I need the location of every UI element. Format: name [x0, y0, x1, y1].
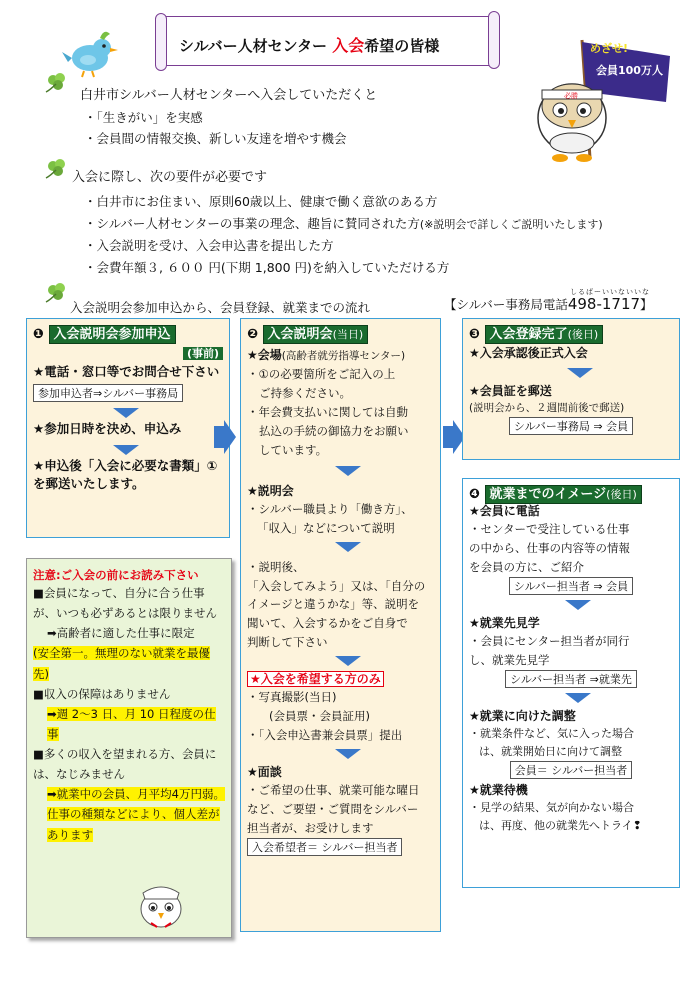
step4-s1-label: ★会員に電話 — [469, 504, 540, 518]
step4-s1-boxed: シルバー担当者 ⇒ 会員 — [509, 577, 633, 595]
requirement-2-note: (※説明会で詳しくご説明いたします) — [419, 218, 603, 231]
notice-title: 注意:ご入会の前にお読み下さい — [33, 568, 199, 582]
down-arrow-icon — [565, 600, 591, 610]
step4-s3-line-2: は、就業開始日に向けて調整 — [479, 744, 622, 758]
mascot-small-icon — [137, 879, 185, 929]
step2-venue-line-4: 払込の手続の御協力をお願い — [259, 423, 409, 438]
step2-after-line-5: 判断して下さい — [247, 635, 328, 650]
step2-wish-line-2: (会員票・会員証用) — [269, 709, 370, 724]
phone-number: 498-1717 — [567, 295, 641, 313]
step4-s2-line-1: ・会員にセンター担当者が同行 — [469, 633, 630, 648]
step1-item-3: ★申込後「入会に必要な書類」①を郵送いたします。 — [33, 457, 218, 492]
notice-p2-arrow: ➡週 2～3 日、月 10 日程度の仕事 — [47, 706, 216, 741]
flow-lead: 入会説明会参加申込から、会員登録、就業までの流れ — [70, 300, 371, 315]
notice-p4-wrap — [33, 804, 225, 844]
notice-p3-arrow-wrap — [33, 784, 225, 804]
requirement-1: ・白井市にお住まい、原則60歳以上、健康で働く意欲のある方 — [84, 194, 438, 209]
step2-after-line-4: 聞いて、入会するかをご自身で — [247, 616, 408, 631]
step3-title — [469, 323, 673, 342]
step2-badge-small: (当日) — [332, 328, 364, 341]
down-arrow-icon — [335, 749, 361, 759]
clover-icon — [44, 158, 70, 180]
step4-s3-label: ★就業に向けた調整 — [469, 708, 576, 723]
step2-title — [247, 323, 434, 342]
step1-item-1: ★電話・窓口等でお問合せ下さい — [33, 364, 220, 379]
step2-explain-line-2: 「収入」などについて説明 — [257, 520, 395, 535]
notice-p3-arrow: ➡就業中の会員、月平均4万円弱。 — [47, 787, 225, 802]
step4-title — [469, 483, 673, 502]
step2-badge: 入会説明会 — [267, 327, 333, 342]
step2-box — [240, 318, 441, 932]
step2-after-line-2: 「入会してみよう」又は、「自分の — [247, 578, 426, 593]
step2-explain-line-1: ・シルバー職員より「働き方」、 — [247, 501, 413, 516]
requirement-2-text: ・シルバー人材センターの事業の理念、趣旨に賛同された方 — [84, 216, 420, 231]
notice-p2-arrow-wrap — [33, 704, 225, 744]
step2-venue-label: ★会場 — [247, 348, 282, 362]
step2-venue-line-3: ・年会費支払いに関しては自動 — [247, 404, 408, 419]
step1-title — [33, 323, 223, 342]
down-arrow-icon — [565, 693, 591, 703]
notice-box — [26, 558, 232, 938]
step4-s1-line-2: の中から、仕事の内容等の情報 — [469, 540, 630, 555]
step3-num: ❸ — [469, 327, 481, 342]
intro-bullet-1: ・「生きがい」を実感 — [84, 110, 203, 125]
step2-venue-line-2: ご持参ください。 — [259, 385, 351, 400]
down-arrow-icon — [335, 656, 361, 666]
step4-s3-boxed-wrap — [469, 761, 673, 779]
requirement-3: ・入会説明を受け、入会申込書を提出した方 — [84, 238, 334, 253]
step3-box — [462, 318, 680, 460]
step2-boxed: 入会希望者＝ シルバー担当者 — [247, 838, 402, 856]
step1-box — [26, 318, 230, 538]
step2-after-line-1: ・説明後、 — [247, 559, 305, 574]
intro-lead: 白井市シルバー人材センターへ入会していただくと — [80, 88, 378, 103]
down-arrow-icon — [113, 408, 139, 418]
notice-p1-arrow: ➡高齢者に適した仕事に限定 — [47, 626, 195, 641]
page-title — [179, 33, 439, 56]
step2-venue-line-5: しています。 — [259, 442, 328, 457]
step1-badge: 入会説明会参加申込 — [49, 325, 176, 344]
step2-explain-label: ★説明会 — [247, 483, 294, 498]
title-right: 希望の皆様 — [364, 37, 440, 55]
phone-line — [444, 295, 653, 313]
step3-note: (説明会から、２週間前後で郵送) — [469, 402, 625, 414]
step4-s2-line-2: し、就業先見学 — [469, 652, 550, 667]
step4-s2-boxed: シルバー担当者 ⇒就業先 — [505, 670, 637, 688]
down-arrow-icon — [567, 368, 593, 378]
step4-s1-line-1: ・センターで受注している仕事 — [469, 522, 630, 536]
step4-s2-boxed-wrap — [469, 670, 673, 688]
notice-p1-hl-wrap — [33, 643, 225, 683]
bird-illustration — [62, 28, 120, 78]
title-left: シルバー人材センター — [179, 37, 327, 55]
step1-item-2: ★参加日時を決め、申込み — [33, 420, 182, 436]
step3-item-2: ★会員証を郵送 — [469, 384, 552, 398]
down-arrow-icon — [335, 466, 361, 476]
step2-interview-line-3: 担当者が、お受けします — [247, 821, 374, 836]
step2-after-line-3: イメージと違うかな」等、説明を — [247, 597, 420, 612]
notice-p1: ■会員になって、自分に合う仕事が、いつも必ずあるとは限りません — [33, 586, 217, 621]
svg-text:必勝: 必勝 — [564, 92, 578, 100]
step4-s4-line-2: は、再度、他の就業先へトライ❢ — [479, 819, 642, 833]
step4-s4-label: ★就業待機 — [469, 783, 528, 798]
step1-num: ❶ — [33, 327, 45, 342]
step4-s1-boxed-wrap — [469, 577, 673, 595]
step4-s3-boxed: 会員＝ シルバー担当者 — [510, 761, 632, 779]
title-banner — [160, 16, 495, 66]
step4-s3-line-1: ・就業条件など、気に入った場合 — [469, 726, 634, 740]
notice-p4: 仕事の種類などにより、個人差があります — [47, 807, 220, 842]
mascot-flag-text-1: めざせ! — [590, 42, 629, 55]
step1-sub-wrap — [33, 345, 223, 361]
step3-boxed: シルバー事務局 ⇒ 会員 — [509, 417, 633, 435]
step4-badge: 就業までのイメージ — [489, 487, 607, 502]
clover-icon — [44, 72, 70, 94]
step4-s1-line-3: を会員の方に、ご紹介 — [469, 559, 584, 574]
step4-num: ❹ — [469, 487, 481, 502]
requirements-lead: 入会に際し、次の要件が必要です — [72, 170, 268, 185]
requirement-2 — [84, 214, 603, 232]
step2-interview-line-2: など、ご要望・ご質問をシルバー — [247, 802, 419, 817]
step2-wish-label: ★入会を希望する方のみ — [247, 671, 384, 687]
step3-item-1: ★入会承認後正式入会 — [469, 346, 588, 360]
notice-p2: ■収入の保障はありません — [33, 686, 171, 701]
step4-s4-line-1: ・見学の結果、気が向かない場合 — [469, 801, 634, 815]
step2-wish-line-3: ・「入会申込書兼会員票」提出 — [247, 728, 403, 743]
step3-boxed-wrap — [469, 417, 673, 435]
step3-badge: 入会登録完了 — [489, 327, 568, 342]
right-arrow-icon — [214, 420, 236, 454]
phone-prefix: 【シルバー事務局電話 — [444, 297, 568, 312]
step2-wish-wrap — [247, 670, 434, 688]
step2-venue — [247, 346, 434, 365]
step2-num: ❷ — [247, 327, 259, 342]
step3-badge-small: (後日) — [567, 328, 599, 341]
requirement-4: ・会費年額３, ６００ 円(下期 1,800 円)を納入していただける方 — [84, 260, 450, 275]
title-red: 入会 — [332, 36, 365, 55]
step2-venue-line-1: ・①の必要箇所をご記入の上 — [247, 366, 396, 381]
mascot-flag-text-2: 会員100万人 — [596, 64, 663, 77]
mascot-illustration — [520, 18, 680, 168]
clover-icon — [44, 282, 70, 304]
down-arrow-icon — [113, 445, 139, 455]
step4-box — [462, 478, 680, 888]
step2-venue-note: (高齢者就労指導センター) — [281, 350, 406, 362]
phone-suffix: 】 — [640, 297, 653, 312]
phone-ruby: しるばーいいないいな — [570, 288, 650, 296]
notice-p3: ■多くの収入を望まれる方、会員には、なじみません — [33, 747, 217, 782]
notice-p1-hl: (安全第一。無理のない就業を最優先) — [33, 646, 210, 681]
step2-interview-label: ★面談 — [247, 765, 282, 780]
intro-bullet-2: ・会員間の情報交換、新しい友達を増やす機会 — [84, 131, 347, 146]
step4-s2-label: ★就業先見学 — [469, 615, 540, 630]
step1-sub: (事前) — [183, 347, 223, 360]
step2-wish-line-1: ・写真撮影(当日) — [247, 690, 337, 705]
down-arrow-icon — [335, 542, 361, 552]
step1-boxed: 参加申込者⇒シルバー事務局 — [33, 384, 183, 402]
step2-interview-line-1: ・ご希望の仕事、就業可能な曜日 — [247, 783, 420, 798]
step4-badge-small: (後日) — [606, 488, 637, 501]
